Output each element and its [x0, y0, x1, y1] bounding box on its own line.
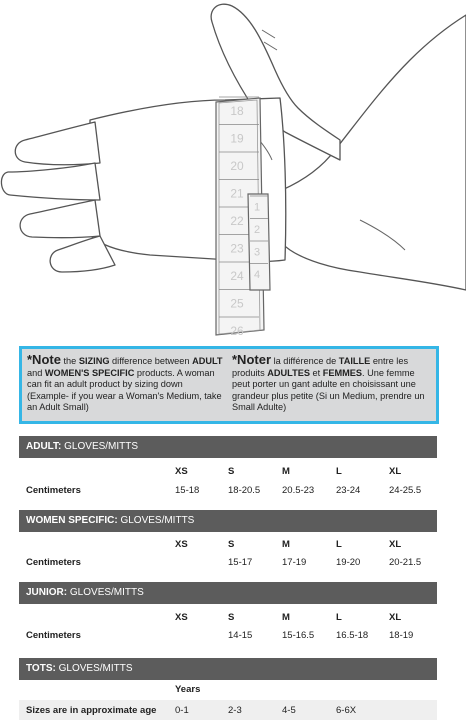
table-cell: 17-19: [282, 557, 307, 568]
column-header: M: [282, 612, 290, 623]
section-women-specific: [19, 510, 437, 580]
finger-middle: [1, 163, 100, 200]
tape-number: 26: [230, 323, 244, 338]
column-header: M: [282, 539, 290, 550]
column-header: L: [336, 612, 342, 623]
column-header: S: [228, 612, 235, 623]
table-cell: 6-6X: [336, 705, 357, 716]
tape-number: 1: [253, 201, 261, 214]
section-header: ADULT: GLOVES/MITTS: [19, 436, 437, 458]
tape-number: 23: [230, 241, 244, 256]
table-cell: 19-20: [336, 557, 361, 568]
column-header: XS: [175, 539, 188, 550]
tape-number: 2: [253, 224, 261, 237]
table-cell: 16.5-18: [336, 630, 369, 641]
column-header: XL: [389, 466, 402, 477]
row-label: Centimeters: [26, 630, 81, 641]
tape-number: 21: [230, 186, 244, 201]
table-cell: 4-5: [282, 705, 296, 716]
section-adult: [19, 436, 437, 508]
row-label: Centimeters: [26, 485, 81, 496]
row-label: Sizes are in approximate age: [26, 705, 157, 716]
tape-number: 19: [230, 131, 244, 146]
finger-index: [15, 122, 100, 165]
column-header: M: [282, 466, 290, 477]
note-english: *Note the SIZING difference between ADULT and WOMEN'S SPECIFIC products. A woman can fit an adult product by sizing down (Example- if you wear a Woman's Medium, take an Adult Small): [27, 352, 223, 412]
column-header: XS: [175, 466, 188, 477]
finger-ring: [20, 200, 100, 238]
table-cell: 20-21.5: [389, 557, 422, 568]
table-cell: 18-19: [389, 630, 414, 641]
column-header: L: [336, 539, 342, 550]
section-tots: [19, 658, 437, 720]
column-header: L: [336, 466, 342, 477]
tape-number: 22: [230, 213, 244, 228]
tape-number: 24: [230, 268, 244, 283]
table-cell: 14-15: [228, 630, 253, 641]
measuring-tape-side: [248, 194, 270, 290]
tape-number: 18: [230, 103, 244, 118]
table-cell: 2-3: [228, 705, 242, 716]
section-junior: [19, 582, 437, 654]
table-cell: 20.5-23: [282, 485, 315, 496]
table-cell: 15-17: [228, 557, 253, 568]
tape-number: 3: [253, 246, 261, 259]
section-header: JUNIOR: GLOVES/MITTS: [19, 582, 437, 604]
table-cell: 0-1: [175, 705, 189, 716]
table-cell: 23-24: [336, 485, 361, 496]
table-cell: 15-16.5: [282, 630, 315, 641]
size-table: [19, 604, 437, 654]
table-cell: 24-25.5: [389, 485, 422, 496]
section-header: WOMEN SPECIFIC: GLOVES/MITTS: [19, 510, 437, 532]
column-header: S: [228, 466, 235, 477]
table-cell: 18-20.5: [228, 485, 261, 496]
column-header: XL: [389, 612, 402, 623]
tape-number: 25: [230, 296, 244, 311]
note-french: *Noter la différence de TAILLE entre les produits ADULTES et FEMMES. Une femme peut porter un gant adulte en choisissant une grandeur plus petite (Si un Medium, prendre un Small Adulte): [232, 352, 425, 412]
sizing-note-box: [19, 346, 439, 424]
size-table: [19, 532, 437, 580]
tape-number: 4: [253, 269, 261, 282]
column-header: XL: [389, 539, 402, 550]
size-table: [19, 458, 437, 508]
column-header: XS: [175, 612, 188, 623]
hand-measurement-illustration: [0, 0, 466, 345]
size-table: [19, 680, 437, 720]
section-header: TOTS: GLOVES/MITTS: [19, 658, 437, 680]
note-fr-lead: *Noter: [232, 352, 272, 367]
row-label: Centimeters: [26, 557, 81, 568]
arm-outline: [282, 15, 466, 290]
note-en-lead: *Note: [27, 352, 61, 367]
column-header: Years: [175, 684, 201, 695]
tape-number: 20: [230, 158, 244, 173]
column-header: S: [228, 539, 235, 550]
table-cell: 15-18: [175, 485, 200, 496]
